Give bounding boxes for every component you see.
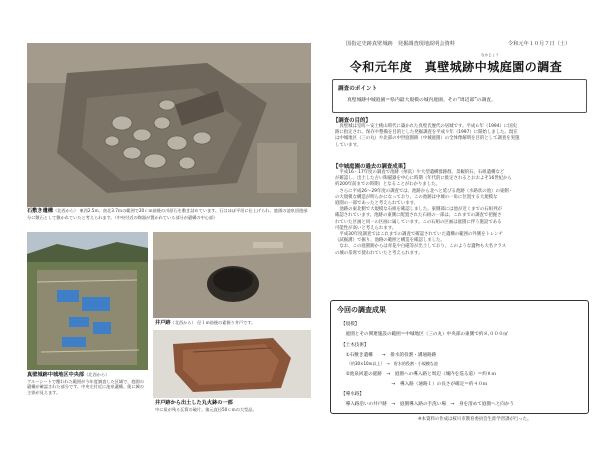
history-line: 平成16・17年度の調査で池跡（州浜）や大型遺構群跡群、景観的石、石組遺構など <box>335 170 505 175</box>
sherd-image <box>153 330 311 398</box>
history-text <box>335 170 586 257</box>
history-heading: 【中城庭園の過去の調査成果】 <box>333 164 409 170</box>
history-line: 池跡の東北側で大規模な石組を確認しました。東側部には池が近くまでの石組列が <box>335 207 502 213</box>
stone-pavement-image <box>27 43 311 207</box>
aerial-caption <box>27 372 148 395</box>
purpose-heading: 【調査の目的】 <box>333 118 371 124</box>
stone-pavement-caption <box>27 208 311 220</box>
results-line: ①石敷き遺構 → 排水的役割・溝通路跡 <box>341 353 437 358</box>
results-line: 【規模】 <box>341 322 360 327</box>
history-line: れていた区画と同一の区画に属しています。この石組の区画は庭園に伴う施設である <box>335 219 502 225</box>
stone-pavement-photo <box>27 43 311 207</box>
page-title: 令和元年度 真壁城跡中城庭園の調査 <box>349 60 563 74</box>
results-heading: 今回の調査成果 <box>337 306 386 314</box>
history-line: が確認し、出土した古い陶磁器を中心に時期（年代的に推定されるとおおよそ16世紀から <box>335 176 512 182</box>
purpose-line: しています。 <box>335 142 361 148</box>
history-line: 確認されています。池跡の東側に配置された石組の一部は、これまでの調査で把握さ <box>335 213 502 219</box>
caption-text: ブルーシートで覆われた範囲が今年度調査した区域で、庭園の遺構が確認された部分です。中央左付近に池泉遺構、奥に城の主郭が見えます。 <box>27 378 144 395</box>
caption-text: 中に炭が残る瓦質の破片。復元直径50ｃｍの大型品。 <box>155 406 257 412</box>
footer-note: ※本資料の作成は桜川市教育委員会生涯学習課が行った。 <box>418 417 532 422</box>
point-heading: 調査のポイント <box>338 86 378 92</box>
history-line: なお、この庭園跡からは青花や白磁等が出土しており、このような遺物も大名クラス <box>335 244 507 250</box>
purpose-text <box>335 124 586 149</box>
caption-title: 真壁城跡中城地区中央部 <box>27 372 85 378</box>
history-line: 平成30年度調査ではこれまでの調査で確認されていた遺構の範囲の外側をトレンチ <box>335 232 503 238</box>
well-image <box>153 232 311 318</box>
aerial-image <box>27 232 148 370</box>
well-caption <box>155 320 313 327</box>
results-line: → 導入路（通路１）の長さが確定＝約４０ｍ <box>341 382 488 387</box>
results-line: 【導水路】 <box>341 392 364 397</box>
history-line: （試掘溝）で掘り、池跡の範囲と構造を確認しました。 <box>335 238 445 244</box>
caption-text: 径１ｍ前後の素掘り井戸です。 <box>197 320 256 325</box>
caption-direction: （北西から） <box>84 372 110 377</box>
caption-direction: （北西から） <box>52 208 79 213</box>
history-line: の大規模な構造が明らかになっており、この池跡は中城の一角に位置する大規模な <box>335 194 498 200</box>
results-line: （約30×10ｍ以上） → 貯水的役割・小規模な池 <box>341 361 438 366</box>
sherd-photo <box>153 330 311 398</box>
history-line: 約200年前までの時期）となることがわかりました。 <box>335 182 440 188</box>
well-photo <box>153 232 311 318</box>
title-ruby: なかじょう <box>481 53 499 57</box>
purpose-line: 跡に指定され、保存や整備を目的とした発掘調査を平成９年（1997）に開始しました。現在 <box>335 130 518 136</box>
point-body: 真壁城跡中城庭園＝県内最大規模の城内庭園、その“周辺部”の調査。 <box>347 98 496 103</box>
sherd-caption <box>155 400 313 412</box>
results-box <box>330 300 589 414</box>
results-line: 庭園とその関連施設の範囲＝中城地区（三の丸）中央部の東側で約８,０００㎡ <box>341 332 508 337</box>
document-date: 令和元年１０月７日（土） <box>508 41 571 47</box>
results-line: 【土木技術】 <box>341 343 369 348</box>
history-line: の城の茶席で使われていたと考えられます。 <box>335 250 423 256</box>
caption-direction: （北西から） <box>170 320 196 325</box>
caption-title: 井戸跡から出土した丸火鉢の一部 <box>155 400 233 406</box>
aerial-photo <box>27 232 148 370</box>
results-line: ②池泉回遊の庭跡 → 庭園への導入路と周辺（城内を巡る道）＝約８ｍ <box>341 372 496 377</box>
results-line: 導入路沿いの井戸跡 → 庭園導入路の手洗い場 → 身を清めて庭園へと向かう <box>341 402 515 407</box>
caption-text: 東西2.5ｍ、南北3.7ｍの範囲で20ｃｍ前後の川原石を敷き詰めています。石はほぼ平坦に仕上げられ、庭園の池泉回遊部分に敷石として敷かれていたと考えられます。（中央付近の陶器が置かれている部分が遺構の中心部） <box>27 208 308 220</box>
purpose-line: は中城地区（三の丸）や北部の中世庭園跡（中城庭園）の全体像解明を目的として調査を実施 <box>335 136 520 142</box>
caption-title: 石敷き遺構 <box>27 208 53 214</box>
history-line: 可能性が高いと考えられます。 <box>335 225 397 231</box>
history-line: さらに平成26～29年度の調査では、池跡から北へと延びる池跡（水路状の池）の東側・ <box>335 188 514 194</box>
history-line: 庭園の一部であったと考えられています。 <box>335 201 419 207</box>
purpose-line: 真壁城は室町～安土桃山時代に築かれた真壁氏歴代の居城です。平成６年（1994）に国史 <box>335 124 518 129</box>
point-box <box>332 79 587 113</box>
document-org-header: 国指定史跡真壁城跡 発掘調査現地説明会資料 <box>346 41 455 47</box>
caption-title: 井戸跡 <box>155 320 171 326</box>
